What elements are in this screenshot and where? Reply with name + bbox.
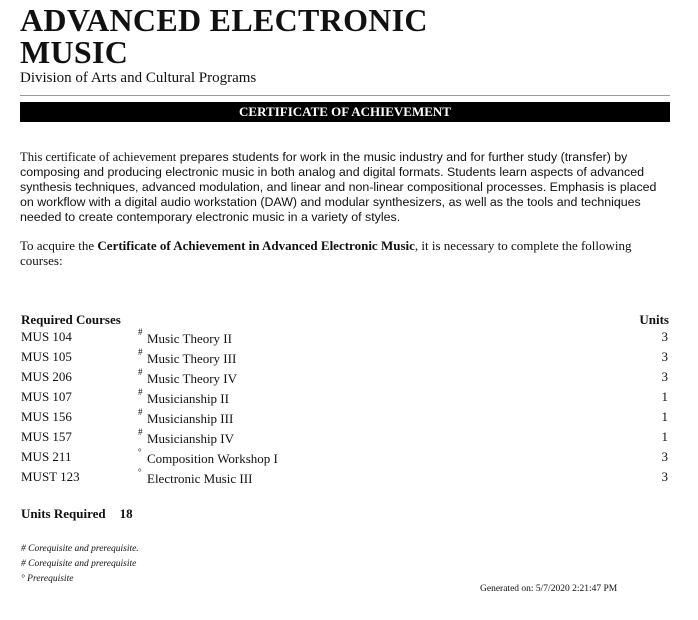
required-courses-header: Required Courses <box>21 312 121 327</box>
description-body: prepares students for work in the music industry and for further study (transfer) by composing and producing electronic music in both analog and digital formats. Students learn aspects of advanced synthesis techniques, advanced modulation, and linear and non-linear compositional processes. Emphasis is placed on workflow with a digital audio workstation (DAW) and modular synthesizers, as well as the tools and techniques needed to create contemporary electronic music in a variety of styles. <box>20 150 657 224</box>
course-name: Musicianship IV <box>147 431 235 446</box>
course-code: MUST 123 <box>21 469 80 484</box>
intro-after: , it is necessary to complete the following courses: <box>20 238 632 268</box>
table-row <box>0 429 698 449</box>
course-units: 1 <box>661 429 668 444</box>
course-name: Musicianship III <box>147 411 234 426</box>
course-units: 3 <box>661 369 668 384</box>
intro-before: To acquire the <box>20 238 98 253</box>
table-row <box>0 329 698 349</box>
units-required <box>21 506 133 522</box>
table-row <box>0 389 698 409</box>
requisite-mark: # <box>138 367 143 377</box>
requisite-mark: ° <box>138 467 142 477</box>
table-row <box>0 409 698 429</box>
course-code: MUS 211 <box>21 449 72 464</box>
course-units: 3 <box>661 329 668 344</box>
legend-item: # Corequisite and prerequisite <box>21 559 137 569</box>
table-row <box>0 349 698 369</box>
requisite-mark: ° <box>138 447 142 457</box>
generated-timestamp: Generated on: 5/7/2020 2:21:47 PM <box>480 584 618 594</box>
course-name: Electronic Music III <box>147 471 253 486</box>
course-units: 3 <box>661 469 668 484</box>
requisite-mark: # <box>138 347 143 357</box>
course-name: Music Theory III <box>147 351 237 366</box>
requisite-mark: # <box>138 407 143 417</box>
divider <box>20 95 670 96</box>
course-code: MUS 104 <box>21 329 72 344</box>
course-name: Composition Workshop I <box>147 451 278 466</box>
table-row <box>0 469 698 489</box>
course-units: 3 <box>661 449 668 464</box>
division-subtitle: Division of Arts and Cultural Programs <box>20 70 257 86</box>
course-units: 3 <box>661 349 668 364</box>
requisite-mark: # <box>138 387 143 397</box>
units-header: Units <box>639 312 669 327</box>
legend <box>21 542 139 587</box>
table-row <box>0 449 698 469</box>
intro-certificate-name: Certificate of Achievement in Advanced Electronic Music <box>97 238 415 253</box>
units-required-label: Units Required <box>21 506 106 521</box>
course-code: MUS 156 <box>21 409 72 424</box>
page-title: ADVANCED ELECTRONIC MUSIC <box>20 2 428 70</box>
course-code: MUS 157 <box>21 429 72 444</box>
requisite-mark: # <box>138 327 143 337</box>
course-units: 1 <box>661 409 668 424</box>
requirements-intro <box>20 238 672 268</box>
course-code: MUS 107 <box>21 389 72 404</box>
course-units: 1 <box>661 389 668 404</box>
course-name: Music Theory IV <box>147 371 238 386</box>
units-required-value: 18 <box>119 506 133 521</box>
description-lead: This certificate of achievement <box>20 150 177 164</box>
certificate-banner: CERTIFICATE OF ACHIEVEMENT <box>20 102 670 122</box>
course-code: MUS 206 <box>21 369 72 384</box>
legend-item: ° Prerequisite <box>21 574 74 584</box>
course-code: MUS 105 <box>21 349 72 364</box>
program-description <box>20 150 672 225</box>
course-name: Music Theory II <box>147 331 232 346</box>
legend-item: # Corequisite and prerequisite. <box>21 544 139 554</box>
course-name: Musicianship II <box>147 391 229 406</box>
requisite-mark: # <box>138 427 143 437</box>
table-row <box>0 369 698 389</box>
